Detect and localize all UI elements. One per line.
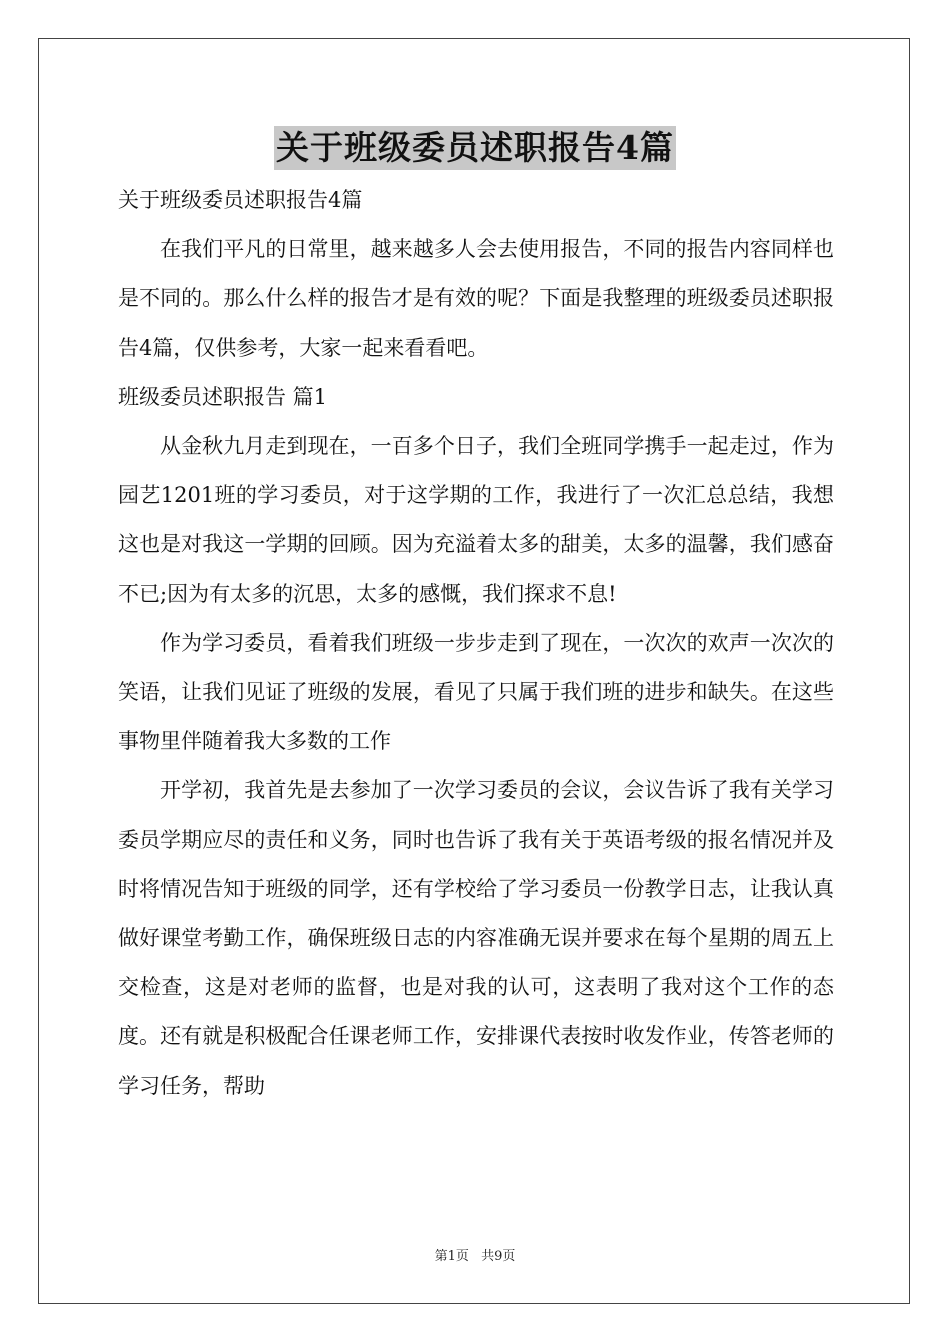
- body-paragraph: 作为学习委员，看着我们班级一步步走到了现在，一次次的欢声一次次的笑语，让我们见证了班级的发展，看见了只属于我们班的进步和缺失。在这些事物里伴随着我大多数的工作: [118, 630, 834, 754]
- section-heading: 班级委员述职报告 篇1: [118, 384, 328, 409]
- body-paragraph: 开学初，我首先是去参加了一次学习委员的会议，会议告诉了我有关学习委员学期应尽的责任和义务，同时也告诉了我有关于英语考级的报名情况并及时将情况告知于班级的同学，还有学校给了学习委员一份教学日志，让我认真做好课堂考勤工作，确保班级日志的内容准确无误并要求在每个星期的周五上交检查，这是对老师的监督，也是对我的认可，这表明了我对这个工作的态度。还有就是积极配合任课老师工作，安排课代表按时收发作业，传答老师的学习任务，帮助: [118, 778, 834, 1098]
- document-title: 关于班级委员述职报告4篇: [274, 126, 676, 170]
- body-paragraph: 从金秋九月走到现在，一百多个日子，我们全班同学携手一起走过，作为园艺1201班的学习委员，对于这学期的工作，我进行了一次汇总总结，我想这也是对我这一学期的回顾。因为充溢着太多的甜美，太多的温馨，我们感奋不已;因为有太多的沉思，太多的感慨，我们探求不息!: [118, 434, 834, 606]
- document-body: [118, 176, 834, 1111]
- page-footer: [0, 1248, 950, 1266]
- document-title-wrapper: [0, 126, 950, 170]
- document-subtitle: 关于班级委员述职报告4篇: [118, 188, 363, 212]
- page-number-total: 共9页: [481, 1249, 516, 1264]
- intro-paragraph: 在我们平凡的日常里，越来越多人会去使用报告，不同的报告内容同样也是不同的。那么什么样的报告才是有效的呢？下面是我整理的班级委员述职报告4篇，仅供参考，大家一起来看看吧。: [118, 237, 834, 360]
- page-number-current: 第1页: [434, 1249, 469, 1264]
